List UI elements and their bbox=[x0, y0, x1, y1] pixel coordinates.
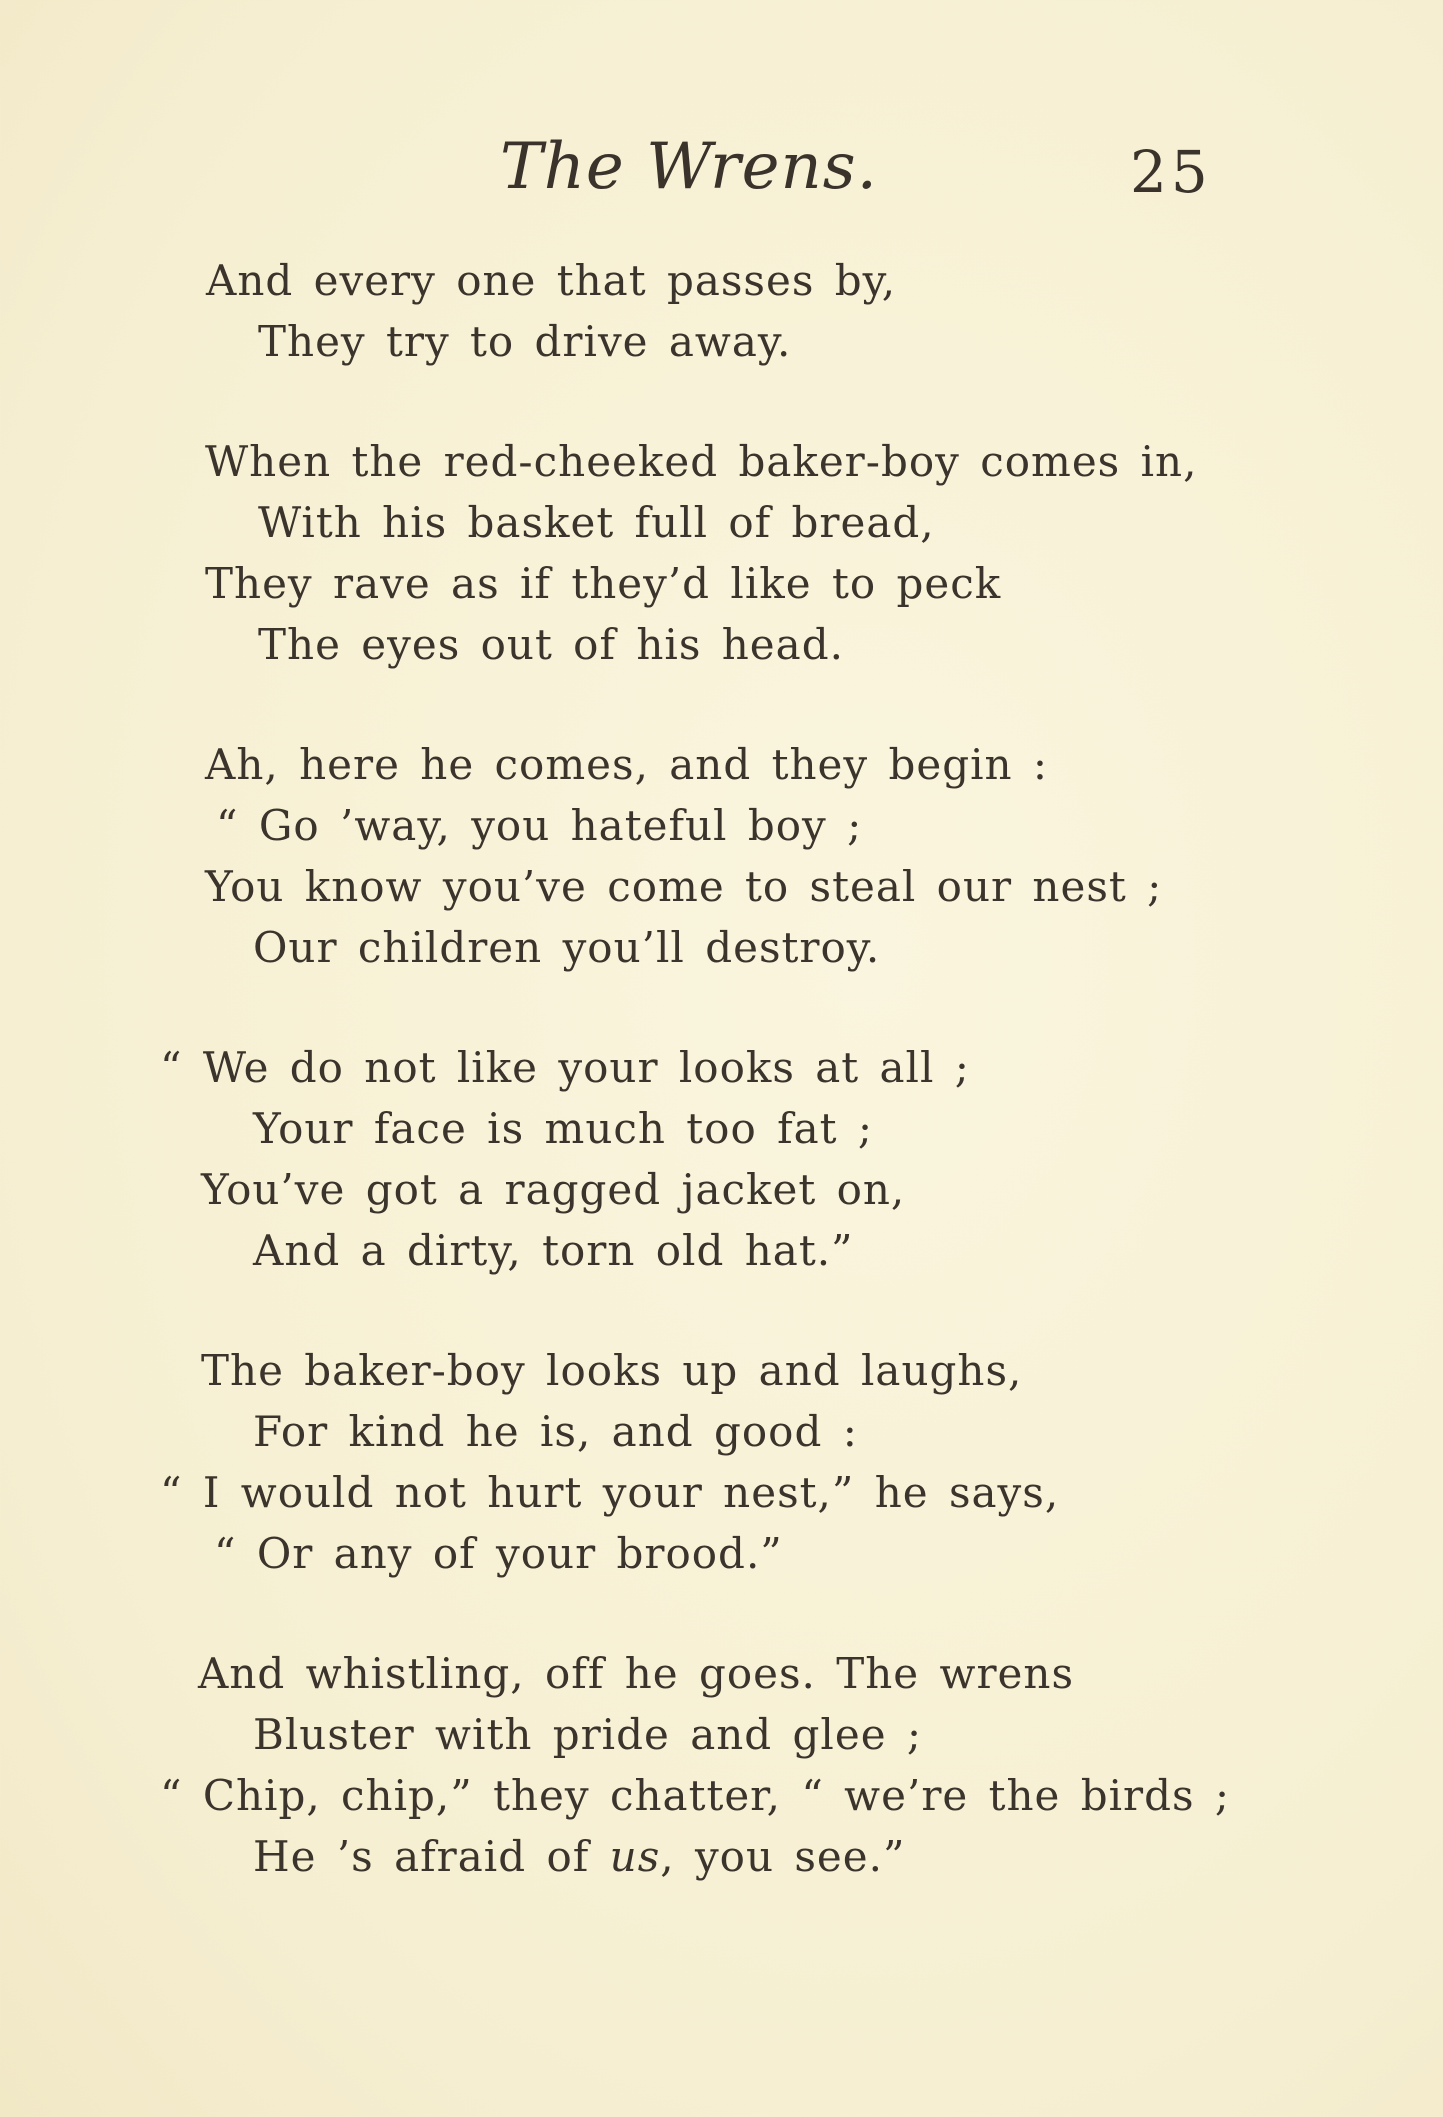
stanza-break bbox=[0, 675, 1443, 734]
page-header bbox=[0, 130, 1443, 220]
line-text: He ’s afraid of bbox=[253, 1832, 610, 1881]
stanza-break bbox=[0, 978, 1443, 1037]
poem-line: Bluster with pride and glee ; bbox=[253, 1710, 923, 1759]
line-text: , you see.” bbox=[660, 1832, 906, 1881]
poem-line: “ Go ’way, you hateful boy ; bbox=[216, 801, 863, 850]
stanza bbox=[0, 250, 1443, 372]
poem-line: You’ve got a ragged jacket on, bbox=[201, 1165, 906, 1214]
stanza bbox=[0, 1037, 1443, 1281]
stanza bbox=[0, 431, 1443, 675]
poem-line: And every one that passes by, bbox=[206, 256, 897, 305]
poem-line: They try to drive away. bbox=[258, 317, 792, 366]
poem-line: Ah, here he comes, and they begin : bbox=[205, 740, 1049, 789]
poem-line: “ Or any of your brood.” bbox=[214, 1529, 783, 1578]
stanza-break bbox=[0, 1281, 1443, 1340]
stanza bbox=[0, 1340, 1443, 1584]
running-title: The Wrens. bbox=[500, 130, 878, 204]
stanza-break bbox=[0, 372, 1443, 431]
poem-line: When the red-cheeked baker-boy comes in, bbox=[205, 437, 1198, 486]
poem-line: “ We do not like your looks at all ; bbox=[160, 1043, 970, 1092]
poem-line: For kind he is, and good : bbox=[253, 1407, 858, 1456]
poem-line: The eyes out of his head. bbox=[258, 620, 844, 669]
poem-line: “ Chip, chip,” they chatter, “ we’re the birds ; bbox=[160, 1771, 1231, 1820]
stanza-break bbox=[0, 1584, 1443, 1643]
poem-body bbox=[0, 250, 1443, 1887]
poem-line: “ I would not hurt your nest,” he says, bbox=[160, 1468, 1060, 1517]
poem-line: With his basket full of bread, bbox=[258, 498, 935, 547]
poem-line: They rave as if they’d like to peck bbox=[205, 559, 1002, 608]
poem-line: And whistling, off he goes. The wrens bbox=[198, 1649, 1075, 1698]
stanza bbox=[0, 734, 1443, 978]
poem-line: You know you’ve come to steal our nest ; bbox=[205, 862, 1163, 911]
poem-line: Our children you’ll destroy. bbox=[253, 923, 881, 972]
poem-line: The baker-boy looks up and laughs, bbox=[201, 1346, 1023, 1395]
emphasized-word: us bbox=[609, 1832, 661, 1881]
poem-line bbox=[253, 1826, 1443, 1887]
poem-line: Your face is much too fat ; bbox=[253, 1104, 874, 1153]
poem-line: And a dirty, torn old hat.” bbox=[253, 1226, 854, 1275]
stanza bbox=[0, 1643, 1443, 1887]
page-number: 25 bbox=[1130, 138, 1212, 206]
